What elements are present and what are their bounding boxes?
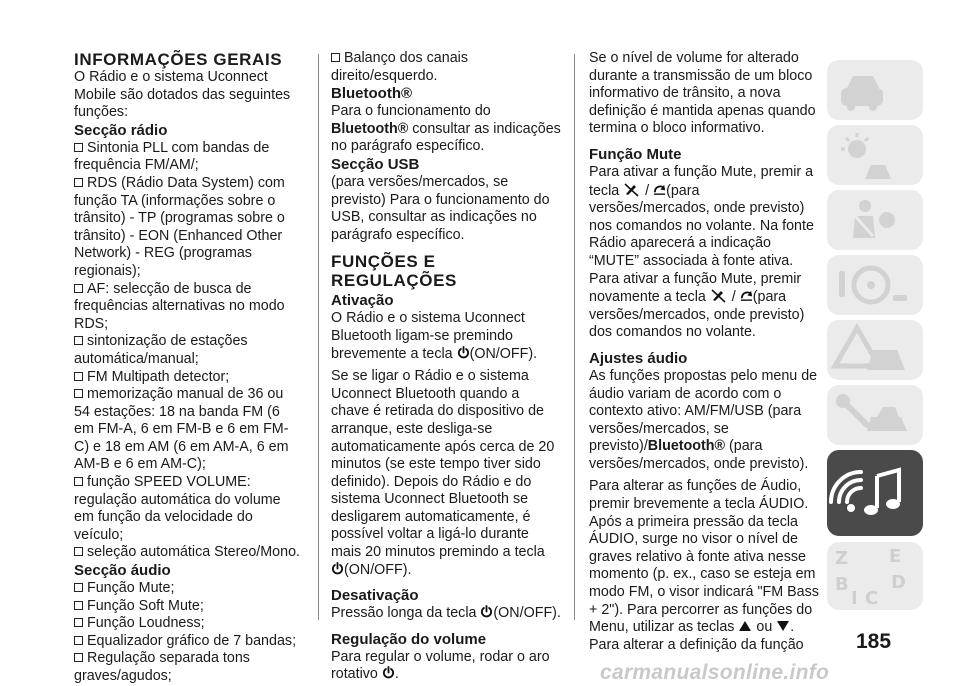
emergency-triangle-icon [827,320,923,380]
audio-settings-heading: Ajustes áudio [589,349,688,367]
mute-text: Para ativar a função Mute, premir a tecla / (para versões/mercados, onde previsto) nos comandos no volante. Na fonte Rádio aparecerá a indicação “MUTE” associada à fonte ativa. Para ativar a função Mute, premir novamente a tecla / (para versões/mercados, onde previsto) dos comandos no volante. [589,163,814,341]
bullet-square-icon [74,547,83,556]
column-divider [574,54,575,620]
audio-items-list [74,580,302,686]
index-letter: D [891,572,906,593]
arrow-up-icon [738,619,752,633]
tab-multimedia[interactable] [827,450,923,536]
list-item: Sintonia PLL com bandas de frequência FM/AM/; [74,139,270,174]
warning-lights-icon [827,125,923,185]
list-item: Equalizador gráfico de 7 bandas; [74,633,302,651]
phone-key-icon [653,183,666,196]
bullet-square-icon [74,178,83,187]
column-3 [589,50,821,654]
tab-emergency[interactable] [827,320,923,380]
bullet-square-icon [331,53,340,62]
activation-text-2: Se se ligar o Rádio e o sistema Uconnect Bluetooth quando a chave é retirada do dispositivo de arranque, este desliga-se automaticamente após cerca de 20 minutos (se este tempo tiver sido definido). Depois do Rádio e do sistema Uconnect Bluetooth se desligarem automaticamente, é possível voltar a ligá-lo durante mais 20 minutos premindo a tecla (ON/OFF). [331,368,555,578]
page-number: 185 [856,630,892,653]
radio-section-heading: Secção rádio [74,121,168,139]
audio-settings-text-2: Para alterar as funções de Áudio, premir brevemente a tecla ÁUDIO. Após a primeira pressão da tecla ÁUDIO, surge no visor o nível de graves relativo à fonte ativa nesse momento (p. ex., caso se esteja em modo FM, o visor indicará "FM Bass + 2"). Para percorrer as funções do Menu, utilizar as teclas ou . [589,478,819,636]
volume-note-text: Se o nível de volume for alterado durante a transmissão de um bloco informativo de trânsito, a nova definição é mantida apenas quando termina o bloco informativo. [589,50,816,137]
bullet-square-icon [74,583,83,592]
alphabetical-index-icon [827,542,923,610]
power-icon [382,666,395,679]
list-item: Função Mute; [74,580,302,598]
list-item: FM Multipath detector; [74,369,302,387]
bullet-square-icon [74,284,83,293]
volume-heading: Regulação do volume [331,630,487,648]
power-icon [480,605,493,618]
tab-steering-key[interactable] [827,255,923,315]
functions-heading: FUNÇÕES E REGULAÇÕES [331,252,457,291]
section-heading-general-info: INFORMAÇÕES GERAIS [74,50,283,69]
bluetooth-text: Para o funcionamento do Bluetooth® consultar as indicações no parágrafo específico. [331,103,561,155]
list-item: memorização manual de 36 ou 54 estações: 18 na banda FM (6 em FM-A, 6 em FM-B e 6 em FM-C) e 18 em AM (6 em AM-A, 6 em AM-B e 6 em AM-C); [74,386,289,473]
column-divider [318,54,319,620]
power-icon [457,346,470,359]
audio-settings-text: As funções propostas pelo menu de áudio variam de acordo com o contexto ativo: AM/FM/USB (para versões/mercados, se previsto)/Bluetooth® (para versões/mercados, onde previsto). [589,367,818,472]
activation-heading: Ativação [331,292,394,310]
audio-settings-text-3: Para alterar a definição da função [589,636,804,653]
list-item: sintonização de estações automática/manual; [74,333,248,367]
column-1 [74,50,302,686]
intro-text: O Rádio e o sistema Uconnect Mobile são dotados das seguintes funções: [74,69,291,121]
tab-warning-lights[interactable] [827,125,923,185]
mute-key-icon [710,288,728,303]
bullet-square-icon [74,618,83,627]
index-letter: B [835,574,849,595]
list-item: função SPEED VOLUME: regulação automática do volume em função da velocidade do veículo; [74,474,281,543]
car-dashboard-icon [827,60,923,120]
mute-key-icon [623,182,641,197]
bullet-square-icon [74,389,83,398]
list-item: seleção automática Stereo/Mono. [74,544,302,562]
watermark: carmanualsonline.info [600,661,830,684]
volume-text: Para regular o volume, rodar o aro rotativo . [331,648,550,683]
list-item: RDS (Rádio Data System) com função TA (informações sobre o trânsito) - TP (programas sobre o trânsito) - EON (Enhanced Other Network) - REG (programas regionais); [74,174,285,279]
list-item: AF: selecção de busca de frequências alternativas no modo RDS; [74,280,285,332]
tab-airbag-seatbelt[interactable] [827,190,923,250]
bullet-square-icon [74,143,83,152]
deactivation-text: Pressão longa da tecla (ON/OFF). [331,605,561,622]
radio-items-list [74,140,302,562]
tab-index[interactable] [827,542,923,610]
arrow-down-icon [776,619,790,633]
index-letter: Z [835,548,849,569]
steering-key-icon [827,255,923,315]
tab-car-dashboard[interactable] [827,60,923,120]
usb-heading: Secção USB [331,155,420,173]
mute-heading: Função Mute [589,145,682,163]
index-letter: I [851,588,858,609]
usb-text: (para versões/mercados, se previsto) Para o funcionamento do USB, consultar as indicações no parágrafo específico. [331,173,550,243]
audio-section-heading: Secção áudio [74,562,171,580]
bullet-square-icon [74,372,83,381]
phone-key-icon [740,289,753,302]
list-item: Regulação separada tons graves/agudos; [74,650,250,684]
bullet-square-icon [74,336,83,345]
list-item: Função Loudness; [74,615,302,633]
bullet-square-icon [74,477,83,486]
list-item: Função Soft Mute; [74,598,302,616]
bullet-square-icon [74,636,83,645]
power-icon [331,562,344,575]
bullet-square-icon [74,601,83,610]
airbag-seatbelt-icon [827,190,923,250]
column-2 [331,50,561,684]
service-wrench-car-icon [827,385,923,445]
bullet-square-icon [74,653,83,662]
index-letter: C [865,588,879,609]
tab-service[interactable] [827,385,923,445]
multimedia-music-icon [827,450,923,536]
bluetooth-heading: Bluetooth® [331,85,413,103]
activation-text: O Rádio e o sistema Uconnect Bluetooth ligam-se premindo brevemente a tecla (ON/OFF). [331,310,538,362]
index-letter: E [889,546,902,567]
deactivation-heading: Desativação [331,587,419,605]
list-item: Balanço dos canais direito/esquerdo. [331,50,468,84]
